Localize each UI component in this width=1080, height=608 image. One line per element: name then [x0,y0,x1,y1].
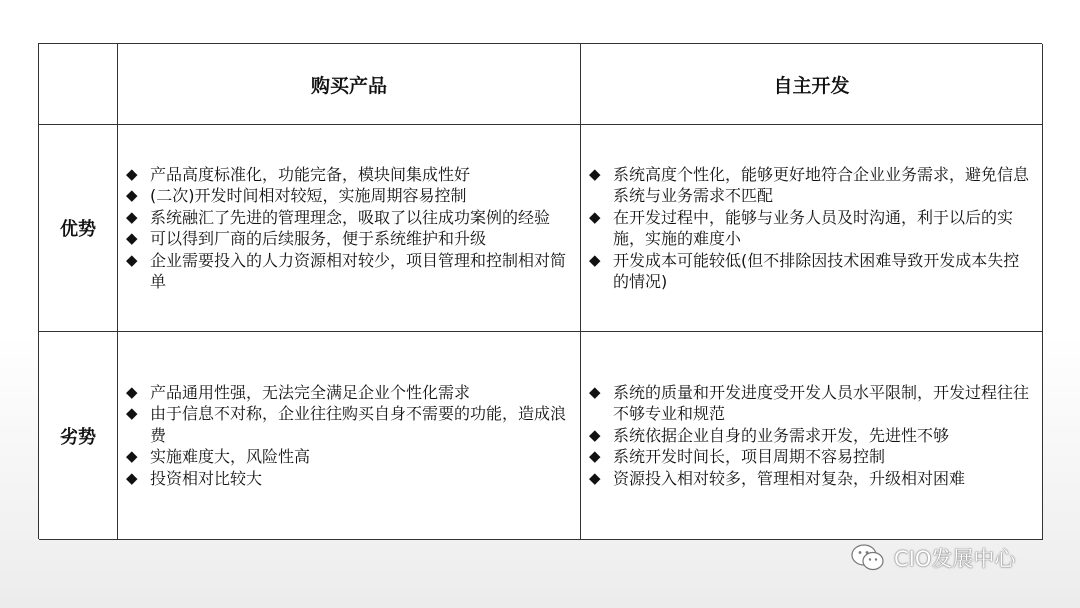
advantages-buy-cell [118,125,581,332]
list-item-text: 企业需要投入的人力资源相对较少，项目管理和控制相对简单 [150,250,567,291]
list-item [589,425,1032,447]
row-label-advantages [39,125,118,332]
list-item [126,446,570,468]
list-item-text: 开发成本可能较低(但不排除因技术困难导致开发成本失控的情况) [613,250,1020,291]
list-item [589,250,1032,293]
disadvantages-self-list [589,382,1032,490]
column-header-self-develop [581,44,1043,125]
diamond-bullet-icon: ◆ [589,382,601,401]
diamond-bullet-icon: ◆ [126,404,138,423]
disadvantages-buy-list [126,382,570,490]
list-item [589,164,1032,207]
advantages-self-cell [581,125,1043,332]
list-item [126,164,570,186]
diamond-bullet-icon: ◆ [126,164,138,183]
list-item-text: 可以得到厂商的后续服务，便于系统维护和升级 [150,229,487,248]
advantages-self-list [589,164,1032,293]
advantages-buy-list [126,164,570,293]
diamond-bullet-icon: ◆ [126,207,138,226]
list-item-text: 投资相对比较大 [150,468,263,488]
list-item-text: 系统高度个性化，能够更好地符合企业业务需求，避免信息系统与业务需求不匹配 [613,164,1030,205]
list-item-text: 资源投入相对较多，管理相对复杂，升级相对困难 [613,468,966,488]
list-item [589,468,1032,490]
diamond-bullet-icon: ◆ [126,382,138,401]
list-item-text: 系统的质量和开发进度受开发人员水平限制，开发过程往往不够专业和规范 [613,382,1030,424]
list-item-text: 系统开发时间长，项目周期不容易控制 [613,447,886,467]
diamond-bullet-icon: ◆ [589,164,601,183]
list-item-text: (二次)开发时间相对较短，实施周期容易控制 [150,186,467,205]
diamond-bullet-icon: ◆ [126,468,138,487]
comparison-table [38,43,1042,539]
list-item-text: 产品高度标准化，功能完备，模块间集成性好 [150,164,471,184]
list-item [126,403,570,446]
diamond-bullet-icon: ◆ [126,229,138,247]
diamond-bullet-icon: ◆ [589,250,601,269]
diamond-bullet-icon: ◆ [589,207,601,226]
row-label-advantages-text: 优势 [60,219,96,240]
row-label-disadvantages [39,332,118,540]
corner-header-cell [39,44,118,125]
list-item-text: 系统依据企业自身的业务需求开发，先进性不够 [613,425,950,445]
list-item-text: 在开发过程中，能够与业务人员及时沟通，利于以后的实施，实施的难度小 [613,207,1014,248]
list-item-text: 实施难度大，风险性高 [150,447,311,467]
disadvantages-self-cell [581,332,1043,540]
disadvantages-buy-cell [118,332,581,540]
diamond-bullet-icon: ◆ [589,425,601,444]
list-item [126,250,570,293]
wechat-icon [850,543,886,573]
diamond-bullet-icon: ◆ [589,447,601,466]
list-item-text: 由于信息不对称，企业往往购买自身不需要的功能，造成浪费 [150,404,567,445]
diamond-bullet-icon: ◆ [126,447,138,466]
column-header-buy-label: 购买产品 [310,74,387,97]
column-header-self-develop-label: 自主开发 [773,74,850,97]
list-item [589,382,1032,425]
list-item [126,185,570,207]
list-item-text: 系统融汇了先进的管理理念，吸取了以往成功案例的经验 [150,207,551,227]
list-item [126,207,570,229]
diamond-bullet-icon: ◆ [126,250,138,269]
list-item [126,468,570,490]
watermark [850,543,1015,573]
list-item [589,207,1032,250]
list-item [126,382,570,404]
diamond-bullet-icon: ◆ [126,186,138,204]
list-item [126,228,570,250]
watermark-text: CIO发展中心 [894,547,1016,571]
list-item-text: 产品通用性强，无法完全满足企业个性化需求 [150,382,471,402]
diamond-bullet-icon: ◆ [589,468,601,487]
row-label-disadvantages-text: 劣势 [60,426,96,448]
column-header-buy [118,44,581,125]
list-item [589,446,1032,468]
